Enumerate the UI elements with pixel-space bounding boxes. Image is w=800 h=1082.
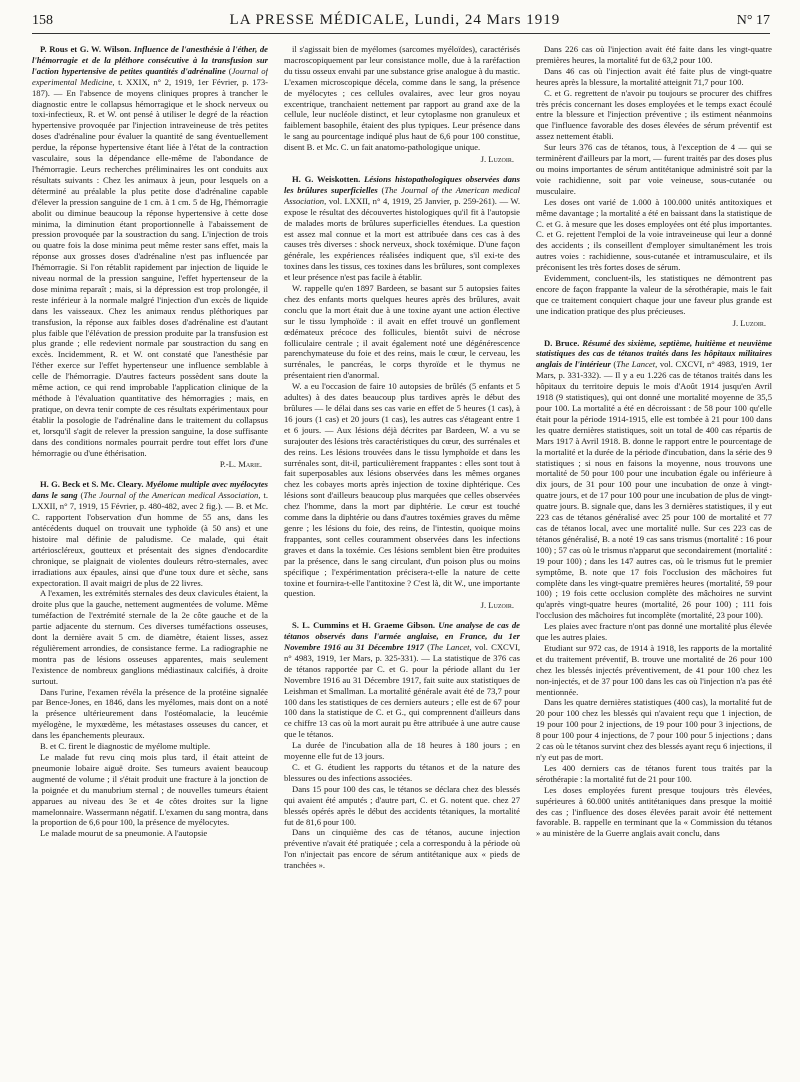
- paragraph: Le malade fut revu cinq mois plus tard, il était atteint de pneumonie lobaire aiguë droite. Ses tumeurs avaient beaucoup augmenté de volume ; il s'était produit une fracture à la jonction de la poignée et du manubrium sternal ; de nouvelles tumeurs étaient apparues au niveau des 3e et 4e côtes droites sur la ligne mamelonnaire. Wassermann négatif. L'examen du sang montra, dans la proportion de 6,6 pour 100, la présence de myélocytes.: [32, 752, 268, 828]
- paragraph: La durée de l'incubation alla de 18 heures à 180 jours ; en moyenne elle fut de 13 jours.: [284, 740, 520, 762]
- paragraph: Les 400 derniers cas de tétanos furent tous traités par la sérothérapie : la mortalité fut de 21 pour 100.: [536, 762, 772, 784]
- article: [284, 44, 520, 165]
- issue-number: N° 17: [736, 13, 770, 28]
- article-lead: [32, 479, 268, 588]
- article-columns: [32, 44, 772, 1074]
- article-signature: J. Luzoir.: [732, 317, 766, 328]
- page-header: [32, 12, 770, 32]
- paragraph-text: En l'absence de moyens cliniques propres à trancher le diagnostic entre le collapsus hémorragique et le shock nerveux ou toxi-infectieux, R. et W. ont pensé à utiliser le degré de la réaction hypertensive provoquée par l'injection intraveineuse de très petites doses d'adrénaline pour évaluer la quantité de sang éventuellement perdue, la réponse hypertensive étant liée à l'état de la contraction vasculaire, sous la dépendance elle-même de l'abondance de l'hémorragie. Leurs recherches préliminaires les ont conduits aux résultats suivants : Chez les animaux à jeun, pour lesquels on a déterminé au préalable la plus petite dose d'adrénaline capable d'élever la pression sanguine de 1 cm. à 1 cm. 5 de Hg, l'hémorragie abolit ou diminue beaucoup la réponse hypertensive à cette dose minima, la diminution étant proportionnelle à l'abaissement de pression provoquée par la soustraction du sang. L'injection de trois ou quatre fois la dose minima peut même rester sans effet, mais la réponse aux grosses doses d'adrénaline n'est pas influencée par l'hémorragie. Si l'on rétablit rapidement par injection de liquide le niveau normal de la pression sanguine, l'effet hypertenseur de la dose minima reparaît ; mais, si la dépression est trop prolongée, il reste inférieur à la normale malgré l'injection d'un excès de liquide dans les vaisseaux. Chez les animaux rendus pléthoriques par transfusion, la réponse aux faibles doses d'adrénaline est d'autant plus faible que l'élévation de pression produite par la transfusion est plus grande ; elle redevient normale par soustraction du sang en excès. Incidemment, R. et W. ont constaté que l'anesthésie par l'éther exerce sur l'effet hypertenseur une influence semblable à celle de l'hémorragie. D'autres facteurs possèdent sans doute la même action, ce qui rend improbable l'application clinique de la méthode à l'évaluation quantitative des hémorragies ; mais, en pratique, on devra tenir compte de ces résultats expérimentaux pour établir la posologie de l'adrénaline dans le traitement du collapsus et, lorsqu'il s'agit de relever la pression sanguine, la dose suffisante dans des conditions normales pourrait perdre tout effet lors d'une hémorragie ou d'une éthérisation.: [32, 87, 268, 458]
- citation-open: (: [228, 65, 232, 76]
- article-signature: J. Luzoir.: [480, 600, 514, 611]
- paragraph: W. a eu l'occasion de faire 10 autopsies de brûlés (5 enfants et 5 adultes) à des dates beaucoup plus tardives après le début des brûlures — le délai dans ses cas varie en effet de 5 heures (1 cas), à 16 jours (1 cas) et 20 jours (1 cas), les autres cas s'étageant entre 1 et 6 jours. — Aux lésions déjà décrites par Bardeen, W. a vu se surajouter des lésions très caractéristiques du cœur, des surrénales et des reins. Les lésions trouvées dans le tissu lymphoïde et dans les surrénales sont, dit-il, particulièrement frappantes : elles sont tout à fait superposables aux lésions observées dans les mêmes organes chez les cobayes morts après injection de toxine diphtérique. Ces lésions sont d'ailleurs beaucoup plus marquées que celles observées chez l'homme, dans la mort par diphtérie. Le cœur est touché comme dans la diphtérie ou dans d'autres toxémies graves du même genre ; les lésions du foie, des reins, de l'intestin, quoique moins frappantes, sont celles couramment observées dans les infections graves et dans la toxémie. Ces lésions semblent bien être produites par la présence, dans le sang circulant, d'un poison plus ou moins spécifique ; l'expérimentation précisera-t-elle la nature de cette toxine et fournira-t-elle l'antitoxine ? C'est là, dit W., une importante question.: [284, 381, 520, 599]
- article-authors: H. G. Weiskotten.: [292, 173, 361, 184]
- journal-name: The Lancet: [430, 642, 470, 653]
- citation-details: , vol. LXXII, n° 4, 1919, 25 Janvier, p. 259-261). —: [324, 195, 509, 206]
- citation-details: , t. LXXII, n° 7, 1919, 15 Février, p. 480-482, avec 2 fig.). —: [32, 490, 268, 512]
- paragraph: Sur leurs 376 cas de tétanos, tous, à l'exception de 4 — qui se terminèrent d'ailleurs par la mort, — furent traités par des doses plus ou moins importantes de sérum antitétanique administré soit par la voie rachidienne, soit par voie veineuse, sous-cutanée ou musculaire.: [536, 142, 772, 196]
- article-lead: [32, 44, 268, 458]
- journal-name: The Lancet: [616, 359, 656, 370]
- paragraph: Evidemment, concluent-ils, les statistiques ne démontrent pas encore de façon frappante la valeur de la sérothérapie, mais le fait que ce traitement conquiert chaque jour une faveur plus grande est une indication pratique des plus précieuses.: [536, 273, 772, 316]
- article-title: Résumé des sixième, septième, huitième et neuvième statistiques des cas de tétanos traités dans les hôpitaux militaires anglais de l'intérieur: [536, 337, 772, 370]
- paragraph-text: W. expose le résultat des découvertes histologiques qu'il fit à l'autopsie de malades morts de brûlures superficielles étendues. La question est assez mal connue et la mort est attribuée dans ces cas à des causes très diverses : shock nerveux, shock toxémique. D'une façon générale, les expériences réalisées indiquent que, s'il exi-te des toxines dans les tissus, ces toxines dans les brûlures, sont complexes et leur présence n'est pas facile à établir.: [284, 195, 520, 283]
- paragraph: Les doses employées furent presque toujours très élevées, supérieures à 60.000 unités antitétaniques dans presque la moitié des cas ; l'influence des doses élevées parait avoir été nettement favorable. B. rappelle en terminant que la « Commission du tétanos » au ministère de la Guerre anglais avait conclu, dans: [536, 784, 772, 839]
- article-authors: H. G. Beck et S. Mc. Cleary.: [40, 479, 144, 490]
- article-lead: [536, 338, 772, 622]
- paragraph-text: Il y a eu 1.226 cas de tétanos traités dans les hôpitaux du territoire depuis le mois d'Août 1914 jusqu'en Avril 1918 (9 statistiques), qui ont donné une mortalité moyenne de 35,5 pour 100. La mortalité a été en décroissant : de 58 pour 100 qu'elle était pour la période 1914-1915, elle est tombée à 21 pour 100 dans les quatre dernières statistiques, soit un total de 400 cas répartis de Mars 1917 à Avril 1918. B. donne le rapport entre le pourcentage de la mortalité et la durée de la période d'incubation, dans la série des 9 statistiques ; si nous en faisons la moyenne, nous trouvons une mortalité de 50 pour 100 pour une incubation égale ou inférieure à dix jours, de 31 pour 100 pour une incubation de onze à vingt-quatre jours, et de 17 pour 100 pour une incubation de plus de vingt-quatre jours. B. signale que, dans les 3 dernières statistiques, il y eut 223 cas de tétanos généralisé avec 25 pour 100 de mortalité et 77 cas de tétanos local, avec une mortalité nulle. Sur ces 223 cas de tétanos généralisé, B. a noté 19 cas sans trismus (mortalité : 16 pour 100) ; 57 cas où le trismus n'apparut que secondairement (mortalité : 19 pour 100) ; dans les 147 autres cas, où le trismus fut le premier symptôme, B. note que 17 fois l'occlusion des mâchoires fut complète dans les vingt-quatre premières heures (mortalité, 59 pour 100) ; 19 fois cette occlusion complète des mâchoires ne survint qu'après vingt-quatre heures (mortalité, 26 pour 100) ; 111 fois l'occlusion des mâchoires fut incomplète (mortalité, 23 pour 100).: [536, 370, 772, 621]
- article-authors: D. Bruce.: [544, 337, 580, 348]
- paragraph: Les doses ont varié de 1.000 à 100.000 unités antitoxiques et même davantage ; la mortalité a été en baissant dans la statistique de C. et G. à mesure que les doses employées ont été plus importantes. C. et G. rejettent l'emploi de la voie intraveineuse qui leur a donné des accidents ; ils conseillent d'employer simultanément les trois autres voies : rachidienne, sous-cutanée et intramusculaire, et ils préconisent les très fortes doses de sérum.: [536, 196, 772, 273]
- article-signature: P.-L. Marie.: [219, 459, 262, 470]
- article-title: Influence de l'anesthésie à l'éther, de l'hémorragie et de la pléthore consécutive à la transfusion sur l'action hypertensive de petites quantités d'adrénaline: [32, 44, 268, 76]
- citation-open: (: [613, 359, 617, 370]
- paragraph: Dans les quatre dernières statistiques (400 cas), la mortalité fut de 20 pour 100 chez les blessés qui n'avaient reçu que 1 injection, de 19 pour 100 pour 2 injections, de 19 pour 100 pour 3 injections, de 8 pour 100 pour 4 injections, de 7 pour 100 pour 5 injections ; dans 2 cas où le tétanos survint chez des blessés ayant reçu 6 injections, il n'y eut pas de mort.: [536, 697, 772, 762]
- paragraph: Le malade mourut de sa pneumonie. A l'autopsie: [40, 828, 208, 839]
- paragraph: C. et G. regrettent de n'avoir pu toujours se procurer des chiffres très précis concernant les doses employées et le temps exact écoulé entre la blessure et l'injection préventive ; ils estiment néanmoins que l'influence favorable des doses élevées de sérum préventif est assez nettement établi.: [536, 87, 772, 142]
- article: [536, 44, 772, 329]
- paragraph: A l'examen, les extrémités sternales des deux clavicules étaient, la droite plus que la gauche, nettement augmentées de volume. Même tuméfaction de l'extrémité sternale de la 2e côte gauche et de la partie adjacente du sternum. Ces diverses tuméfactions osseuses, dont la dernière avait 5 cm. de diamètre, étaient lisses, assez régulièrement arrondies, de consistance ferme. La radiographie ne montra pas de lésions osseuses apparentes, mais seulement l'existence de nombreux ganglions médiastinaux calcifiés, à droite surtout.: [32, 588, 268, 686]
- paragraph: Dans 46 cas où l'injection avait été faite plus de vingt-quatre heures après la blessure, la mortalité atteignit 71,7 pour 100.: [536, 65, 772, 87]
- citation-open: (: [427, 642, 431, 653]
- paragraph: Dans l'urine, l'examen révéla la présence de la protéine signalée par Bence-Jones, en 1846, dans les myélomes, mais dont on a noté la présence ultérieurement dans l'ostéomalacie, la leucémie myélogène, le myxœdème, les métastases osseuses du cancer, et dans les épanchements pleuraux.: [32, 686, 268, 741]
- header-rule: [32, 33, 770, 34]
- article: [284, 174, 520, 611]
- paragraph: il s'agissait bien de myélomes (sarcomes myéloïdes), caractérisés macroscopiquement par leur consistance molle, due à la raréfaction du tissu osseux envahi par une substance grise analogue à du mastic. L'examen microscopique décela, comme dans le sang, la présence de myélocytes ; ces cellules ovalaires, avec leur gros noyau excentrique, tranchaient nettement par rapport au grand axe de la cellule, leur nucléole distinct, et leur cytoplasme non granuleux et faiblement basophile, étaient des plus typiques. Leur présence dans le sang au pourcentage indiqué plus haut de 6,6 pour 100 constitue, disent B. et Mc. C. un fait anatomo-pathologique unique.: [284, 44, 520, 153]
- article-signature: J. Luzoir.: [480, 154, 514, 165]
- column-left: [32, 44, 268, 1074]
- article: [536, 338, 772, 840]
- journal-name: The Journal of the American medical Association: [83, 490, 259, 501]
- paragraph: Etudiant sur 972 cas, de 1914 à 1918, les rapports de la mortalité et du traitement préventif, B. trouve une mortalité de 26 pour 100 chez les blessés injectés préventivement, de 41 pour 100 chez les non-injectés, et de 37 pour 100 dans les cas où l'injection n'a pas été mentionnée.: [536, 642, 772, 697]
- paragraph: Les plaies avec fracture n'ont pas donné une mortalité plus élevée que les autres plaies.: [536, 621, 772, 643]
- article: [32, 479, 268, 839]
- article: [32, 44, 268, 470]
- column-right: [536, 44, 772, 1074]
- citation-open: (: [381, 184, 385, 195]
- paragraph-text: La statistique de 376 cas de tétanos rapportée par C. et G. pour la période allant du 1er Novembre 1916 au 31 Décembre 1917, fait suite aux statistiques de Leishman et Smallman. La mortalité générale avait été de 73,7 pour 100 dans les statistiques de ces derniers auteurs ; elle est de 67 pour 100 dans la statistique de C. et G., qui comprennent d'ailleurs dans ce chiffre 13 cas où la mort aurait pu être attribuée à une autre cause que le tétanos.: [284, 652, 520, 740]
- citation-details: , vol. CXCVI, n° 4983, 1919, 1er Mars, p. 331-332). —: [536, 359, 772, 381]
- article: [284, 620, 520, 871]
- journal-title: LA PRESSE MÉDICALE, Lundi, 24 Mars 1919: [229, 12, 561, 28]
- journal-name: The Journal of the American medical Association: [284, 184, 520, 206]
- column-middle: [284, 44, 520, 1074]
- citation-details: , vol. CXCVI, n° 4983, 1919, 1er Mars, p. 325-331). —: [284, 642, 520, 663]
- paragraph: C. et G. étudient les rapports du tétanos et de la nature des blessures ou des infections associées.: [284, 762, 520, 783]
- journal-name: Journal of experimental Medicine: [32, 65, 268, 87]
- article-lead: [284, 174, 520, 283]
- paragraph-text: B. et Mc. C. rapportent l'observation d'un homme de 55 ans, dans les antécédents duquel on trouvait une typhoïde (à 50 ans) et une histoire mal définie de paludisme. Ce malade, qui était artérioscléreux, goutteux et présentait des signes d'endocardite chronique, se plaignait de violentes douleurs rétro-sternales, avec irradiations aux épaules, ainsi que d'une toux dure et sèche, sans expectoration. Il avait maigri de plus de 22 livres.: [32, 501, 268, 588]
- paragraph: Dans un cinquième des cas de tétanos, aucune injection préventive n'avait été pratiquée ; cela a correspondu à la période où l'on n'injectait pas encore de sérum antitétanique aux « pieds de tranchées ».: [284, 827, 520, 871]
- citation-open: (: [80, 490, 84, 501]
- paragraph: Dans 15 pour 100 des cas, le tétanos se déclara chez des blessés qui avaient été amputés ; d'autre part, C. et G. notent que. chez 27 blessés opérés après le début des accidents tétaniques, la mortalité fut de 81,6 pour 100.: [284, 783, 520, 827]
- paragraph: B. et C. firent le diagnostic de myélome multiple.: [40, 741, 211, 752]
- article-title: Une analyse de cas de tétanos observés dans l'armée anglaise, en France, du 1er Novembre 1916 au 31 Décembre 1917: [284, 620, 520, 653]
- article-authors: P. Rous et G. W. Wilson.: [40, 44, 132, 54]
- article-title: Myélome multiple avec myélocytes dans le sang: [32, 479, 268, 501]
- article-lead: [284, 620, 520, 740]
- paragraph: W. rappelle qu'en 1897 Bardeen, se basant sur 5 autopsies faites chez des enfants morts quelques heures après des brûlures, avait conclu que la mort était due à une toxine ayant une action élective sur le tissu lymphoïde : il avait en effet trouvé un gonflement œdémateux précoce des follicules, bientôt suivi de nécrose folliculaire centrale ; il avait également noté une dégénérescence parenchymateuse du foie et des reins, mais le cœur, le cerveau, les surrénales, le pancréas, le corps thyroïde et le thymus ne présentaient rien d'anormal.: [284, 283, 520, 381]
- page-number: 158: [32, 13, 53, 28]
- article-authors: S. L. Cummins et H. Graeme Gibson.: [292, 620, 436, 631]
- citation-details: , t. XXIX, n° 2, 1919, 1er Février, p. 173-187). —: [32, 76, 268, 98]
- paragraph: Dans 226 cas où l'injection avait été faite dans les vingt-quatre premières heures, la mortalité fut de 63,2 pour 100.: [536, 44, 772, 65]
- article-title: Lésions histopathologiques observées dans les brûlures superficielles: [284, 173, 520, 195]
